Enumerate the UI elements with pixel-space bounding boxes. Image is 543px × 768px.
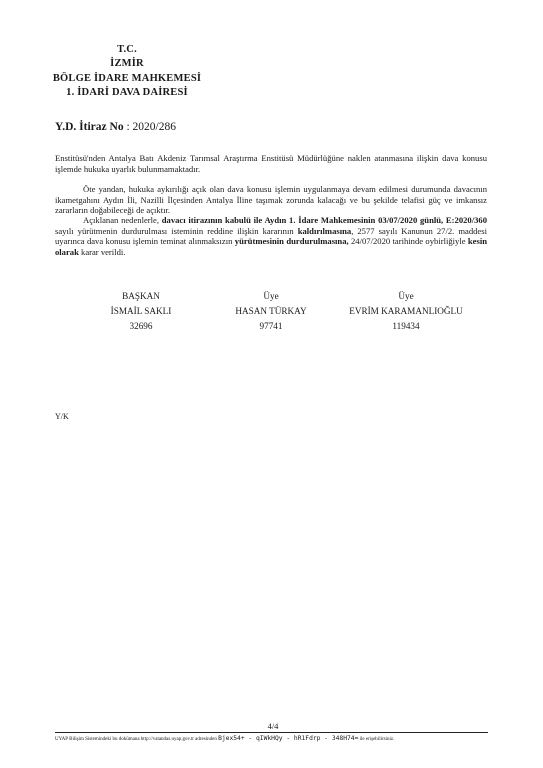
signature-id: 97741 [259,321,283,331]
p3-text-1: Açıklanan nedenlerle, [83,215,162,225]
signature-block [341,290,471,332]
header-city: İZMİR [110,58,144,69]
signature-block [206,290,336,332]
signature-name: HASAN TÜRKAY [235,306,307,316]
signature-id: 119434 [392,321,420,331]
signature-title: BAŞKAN [122,291,160,301]
footer-suffix: ile erişebilirsiniz. [359,737,395,742]
p3-text-2: sayılı yürütmenin durdurulması isteminin reddine ilişkin kararının [55,225,298,236]
p3-bold-4: kesin olarak [55,236,487,257]
page-number: 4/4 [267,721,279,731]
case-number-line [55,121,176,133]
yk-mark: Y/K [55,412,69,421]
header-chamber: 1. İDARİ DAVA DAİRESİ [66,87,188,98]
paragraph-3 [55,215,487,257]
signature-block [76,290,206,332]
paragraph-2: Öte yandan, hukuka aykırılığı açık olan dava konusu işlemin uygulanmaya devam edilmesi durumunda davacının ikametgahını Aydın İli, Nazilli İlçesinden Antalya İline taşımak zorunda kalacağı ve bu şekilde telafisi güç ve imkansız zararların doğabileceği de açıktır. [55,184,487,216]
paragraph-1: Enstitüsü'nden Antalya Batı Akdeniz Tarımsal Araştırma Enstitüsü Müdürlüğüne naklen atanmasına ilişkin dava konusu işlemde hukuka uyarlık bulunmamaktadır. [55,153,487,174]
case-number: : 2020/286 [126,121,176,133]
p3-bold-3: yürütmesinin durdurulmasına, [234,236,349,247]
p3-text-3: , 2577 sayılı Kanunun 27/2. maddesi uyarınca dava konusu işlemin teminat alınmaksızın [55,225,487,247]
signature-title: Üye [263,291,279,301]
footer [55,735,488,742]
signature-id: 32696 [129,321,153,331]
footer-prefix: UYAP Bilişim Sistemindeki bu dokümana http://vatandas.uyap.gov.tr adresinden [55,737,217,742]
p3-text-4: 24/07/2020 tarihinde oybirliğiyle [348,236,468,247]
signature-title: Üye [398,291,414,301]
p3-bold-1: davacı itirazının kabulü ile Aydın 1. İdare Mahkemesinin 03/07/2020 günlü, E:2020/360 [161,215,487,225]
footer-verification-code: Bjex54+ - qIWkHQy - hR1Fdrp - 348H74= [218,735,359,742]
signature-name: EVRİM KARAMANLIOĞLU [349,306,463,316]
header-country: T.C. [117,44,137,55]
p3-text-5: karar verildi. [78,246,126,257]
header-court: BÖLGE İDARE MAHKEMESİ [52,73,202,84]
signature-name: İSMAİL SAKLI [110,306,172,316]
case-label: Y.D. İtiraz No [55,121,124,133]
footer-divider [55,732,488,733]
p3-bold-2: kaldırılmasına [297,225,352,236]
